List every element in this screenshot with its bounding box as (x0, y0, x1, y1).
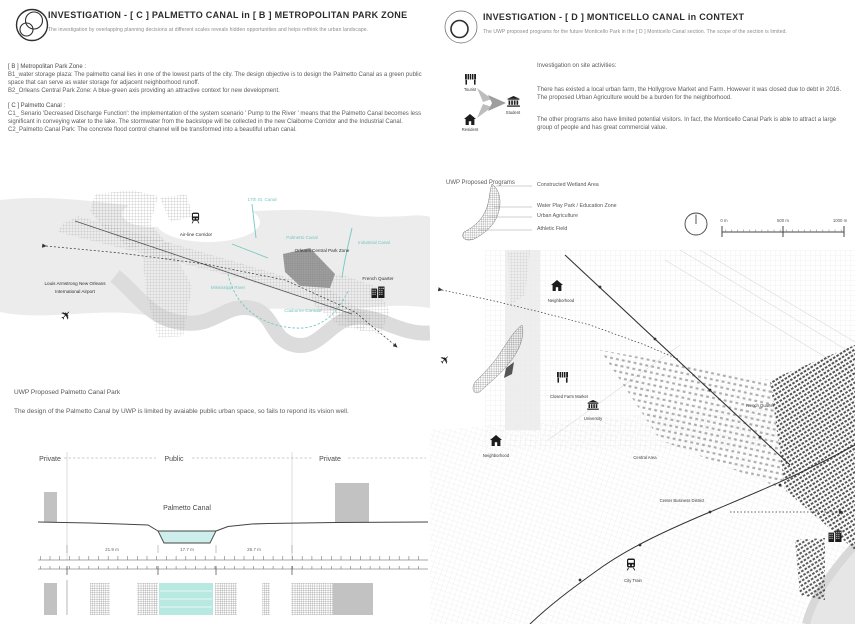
label-neighborhood-top: Neighborhood (547, 298, 575, 303)
label-closed-farm-market: Closed Farm Market (550, 394, 588, 399)
ground-line (38, 522, 428, 531)
programs-plan-shape (448, 182, 534, 246)
dimension-center: 17.7 m (180, 547, 194, 552)
right-panel-title: INVESTIGATION - [ D ] MONTICELLO CANAL in CONTEXT (483, 12, 745, 22)
label-central-area: Central Area (633, 455, 657, 460)
activities-para2: The other programs also have limited potential visitors. In fact, the Monticello Canal Park is able to attract a large group of people and has great commercial value. (537, 117, 837, 132)
dimension-left: 21.9 m (105, 547, 119, 552)
airplane-icon: ✈ (56, 305, 76, 325)
university-icon (507, 96, 520, 107)
market-stall-icon (465, 74, 476, 85)
palmetto-logo-icon (13, 6, 51, 44)
label-neighborhood-left: Neighborhood (482, 453, 510, 458)
monticello-context-map (430, 250, 855, 624)
section-c2-text: C2_Palmetto Canal Park: The concrete flood control channel will be transformed into a beautiful urban canal. (8, 127, 297, 134)
label-french-quarter: French Quarter (745, 403, 775, 408)
uwp-section-body: The design of the Palmetto Canal by UWP is limited by avaiable public urban space, so fails to repond its vision well. (14, 408, 349, 415)
label-airport-line1: Louis Armstrong New Orleans (44, 281, 106, 286)
zone-label-private-left: Private (39, 456, 61, 463)
programs-title: UWP Proposed Programs (446, 180, 515, 186)
arrow-from-resident (477, 104, 492, 118)
label-cbd: Center Business District (659, 498, 705, 503)
canal-section-label: Palmetto Canal (163, 505, 211, 512)
left-panel-title: INVESTIGATION - [ C ] PALMETTO CANAL in [ B ] METROPOLITAN PARK ZONE (48, 10, 408, 20)
canal-cross-section (0, 450, 430, 564)
actor-resident-label: Resident (461, 127, 479, 132)
section-b1-text: B1_water storage plaza: The palmetto canal lies in one of the lowest parts of the city. The design objective is to design the Palmetto Canal as a green public space that can serve as water storage for adjacent neighborhood runoff. (8, 72, 422, 87)
label-claiborne-corridor: Claiborne Corridor (284, 308, 322, 313)
left-text-block (8, 64, 425, 134)
label-city-train: City Train (624, 578, 642, 583)
program-item-agriculture: Urban Agriculture (537, 213, 578, 219)
site-actors-diagram (452, 66, 542, 141)
plan-ruler (38, 566, 428, 575)
section-b2-text: B2_Orleans Central Park Zone: A blue-green axis providing an attractive context for new development. (8, 88, 280, 95)
section-ruler (38, 558, 428, 560)
airplane-icon: ✈ (436, 351, 454, 369)
building-block-right (335, 483, 369, 523)
scale-ruler (722, 226, 844, 237)
section-b-heading: [ B ] Metropolitan Park Zone : (8, 64, 87, 70)
label-industrial-canal: Industrial Canal (358, 240, 390, 245)
label-palmetto-canal: Palmetto Canal (286, 235, 318, 240)
program-item-wetland: Constructed Wetland Area (537, 182, 599, 188)
canal-channel-shape (158, 531, 216, 543)
canal-plan-strip (0, 566, 430, 624)
scale-500m: 500 m (777, 218, 789, 223)
section-c1-text: C1_ Senario 'Decreased Discharge Function': the implementation of the system scenario ' Pump to the River ' means that the Palmetto Canal becomes less significant in conveying water to the lake. The stormwater from the backslope will be collected in the new Claiborne Corridor and the Industrial Canal. (8, 111, 422, 126)
arrow-to-student (488, 95, 506, 111)
program-item-athletic: Athletic Field (537, 226, 568, 232)
house-icon (464, 114, 476, 125)
label-airport-line2: International Airport (55, 289, 95, 294)
compass-icon (685, 213, 707, 235)
palmetto-context-map (0, 186, 430, 382)
uwp-section-title: UWP Proposed Palmetto Canal Park (14, 389, 121, 396)
activities-para1: There has existed a local urban farm, the Hollygrove Market and Farm. However it was closed due to debt in 2016. The proposed Urban Agriculture would be a burden for the neighborhood. (537, 87, 842, 102)
arrow-from-tourist (477, 88, 492, 102)
program-item-waterplay: Water Play Park / Education Zone (537, 203, 617, 209)
label-french-quarter: French Quarter (362, 276, 394, 281)
plan-blocks (44, 580, 373, 615)
label-airline-corridor: Air-line Corridor (179, 232, 213, 237)
label-university: University (583, 416, 603, 421)
label-mississippi-river: Mississippi River (210, 285, 246, 290)
actor-student-label: Student (505, 110, 521, 115)
zone-label-public: Public (164, 456, 184, 463)
label-17th-st-canal: 17th St. Canal (247, 197, 277, 202)
scalebar-group (682, 206, 852, 240)
zone-label-private-right: Private (319, 456, 341, 463)
right-panel-subtitle: The UWP proposed programs for the future Monticello Park in the [ D ] Monticello Canal section. The scope of the section is limited. (483, 29, 787, 35)
label-orleans-park-zone: Orleans Central Park Zone (294, 248, 350, 253)
dimension-right: 26.7 m (247, 547, 261, 552)
building-block-left (44, 492, 57, 522)
section-c-heading: [ C ] Palmetto Canal : (8, 103, 66, 110)
actor-tourist-label: Tourist (463, 87, 477, 92)
monticello-logo-icon (441, 7, 481, 47)
activities-heading: Investigation on site activities: (537, 63, 617, 69)
scale-1000m: 1000 m (832, 218, 848, 223)
scale-0m: 0 m (720, 218, 728, 223)
left-panel-subtitle: The investigation by overlapping planning decisions at different scales reveals hidden opportunities and helps rethink the urban landscape. (48, 27, 369, 33)
